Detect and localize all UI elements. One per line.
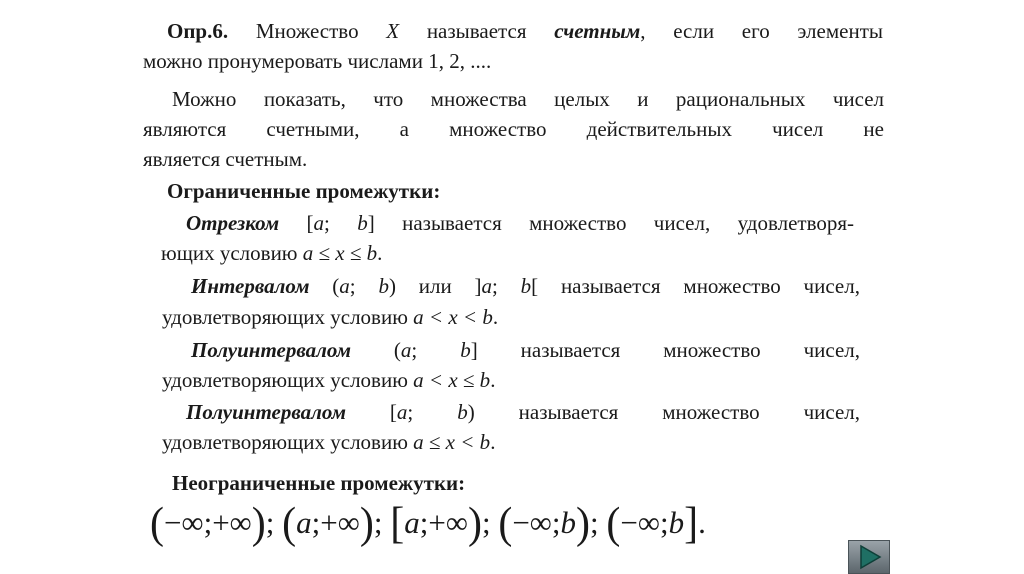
- half-interval1-line2: [162, 367, 495, 393]
- bracket: (: [350, 338, 401, 362]
- separator: ;: [373, 505, 391, 540]
- infinity-part: ;+∞: [311, 505, 360, 540]
- half-interval2-line2: [162, 429, 495, 455]
- condition-prefix: удовлетворяющих условию: [162, 430, 414, 454]
- unbounded-formula: [150, 499, 706, 549]
- condition-prefix: удовлетворяющих условию: [162, 305, 414, 329]
- remark-line2: являются счетными, а множество действительных чисел не: [143, 117, 884, 141]
- interval-term: Интервалом: [191, 274, 310, 298]
- var-a: a: [296, 505, 312, 540]
- play-triangle-icon: [849, 541, 889, 573]
- var-a: a: [339, 274, 350, 298]
- segment-term: Отрезком: [186, 211, 280, 235]
- formula-paren: (: [498, 499, 513, 549]
- separator: ;: [324, 211, 358, 235]
- var-b: b: [668, 505, 685, 540]
- separator: ;: [481, 505, 499, 540]
- bracket: [: [279, 211, 314, 235]
- var-b: b: [357, 211, 368, 235]
- definition-term: счетным: [554, 19, 641, 43]
- var-b: b: [457, 400, 468, 424]
- definition-text: Множество: [228, 19, 387, 43]
- bracket: ) или ]: [388, 274, 482, 298]
- segment-line1: [186, 210, 854, 236]
- var-b: b: [378, 274, 389, 298]
- separator: ;: [492, 274, 521, 298]
- interval-text: [ называется множество чисел,: [531, 274, 860, 298]
- separator: ;: [265, 505, 283, 540]
- segment-line2: [161, 240, 382, 266]
- half-interval1-line1: [191, 337, 860, 363]
- half-interval2-term: Полуинтервалом: [186, 400, 346, 424]
- period: .: [490, 430, 496, 454]
- formula-paren: ): [467, 499, 482, 549]
- segment-text: ] называется множество чисел, удовлетворя-: [367, 211, 854, 235]
- period: .: [492, 305, 499, 329]
- definition-label: Опр.6.: [167, 19, 229, 43]
- condition: a ≤ x ≤ b: [302, 241, 378, 265]
- var-a: a: [481, 274, 492, 298]
- period: .: [490, 368, 496, 392]
- definition-6-line1: [167, 18, 883, 44]
- separator: ;: [407, 400, 458, 424]
- definition-text: , если его элементы: [640, 19, 883, 43]
- var-b: b: [560, 505, 577, 540]
- interval-line2: [162, 304, 498, 330]
- bracket: [: [345, 400, 397, 424]
- formula-paren: ): [251, 499, 266, 549]
- formula-bracket: [: [390, 499, 405, 549]
- definition-6-line2: можно пронумеровать числами 1, 2, ....: [143, 49, 492, 73]
- condition-prefix: удовлетворяющих условию: [162, 368, 414, 392]
- condition: a < x < b: [413, 305, 493, 329]
- var-a: a: [404, 505, 420, 540]
- half-interval1-term: Полуинтервалом: [191, 338, 351, 362]
- definition-text: называется: [399, 19, 555, 43]
- neg-infinity: −∞;+∞: [164, 505, 252, 540]
- formula-paren: (: [150, 499, 164, 549]
- neg-infinity: −∞;: [512, 505, 561, 540]
- condition-prefix: ющих условию: [161, 241, 303, 265]
- infinity-part: ;+∞: [419, 505, 468, 540]
- condition: a < x ≤ b: [413, 368, 491, 392]
- formula-paren: ): [576, 499, 591, 549]
- var-a: a: [400, 338, 412, 362]
- unbounded-heading: Неограниченные промежутки:: [172, 471, 466, 495]
- half-interval2-line1: [186, 399, 860, 425]
- formula-bracket: ]: [684, 499, 699, 549]
- set-variable: X: [386, 19, 400, 43]
- remark-line3: является счетным.: [143, 147, 308, 171]
- var-b: b: [520, 274, 532, 298]
- remark-line1: Можно показать, что множества целых и рациональных чисел: [172, 87, 884, 111]
- formula-paren: ): [359, 499, 374, 549]
- condition: a ≤ x < b: [413, 430, 491, 454]
- interval-line1: [191, 273, 860, 299]
- period: .: [698, 505, 706, 540]
- next-slide-button[interactable]: [848, 540, 890, 574]
- separator: ;: [411, 338, 461, 362]
- formula-paren: (: [606, 499, 621, 549]
- var-a: a: [396, 400, 408, 424]
- half-interval-text: ] называется множество чисел,: [470, 338, 860, 362]
- separator: ;: [590, 505, 607, 540]
- half-interval-text: ) называется множество чисел,: [467, 400, 860, 424]
- separator: ;: [349, 274, 379, 298]
- period: .: [377, 241, 383, 265]
- bounded-heading: Ограниченные промежутки:: [167, 179, 441, 203]
- formula-paren: (: [282, 499, 297, 549]
- neg-infinity: −∞;: [620, 505, 669, 540]
- bracket: (: [309, 274, 340, 298]
- var-a: a: [313, 211, 325, 235]
- var-b: b: [460, 338, 471, 362]
